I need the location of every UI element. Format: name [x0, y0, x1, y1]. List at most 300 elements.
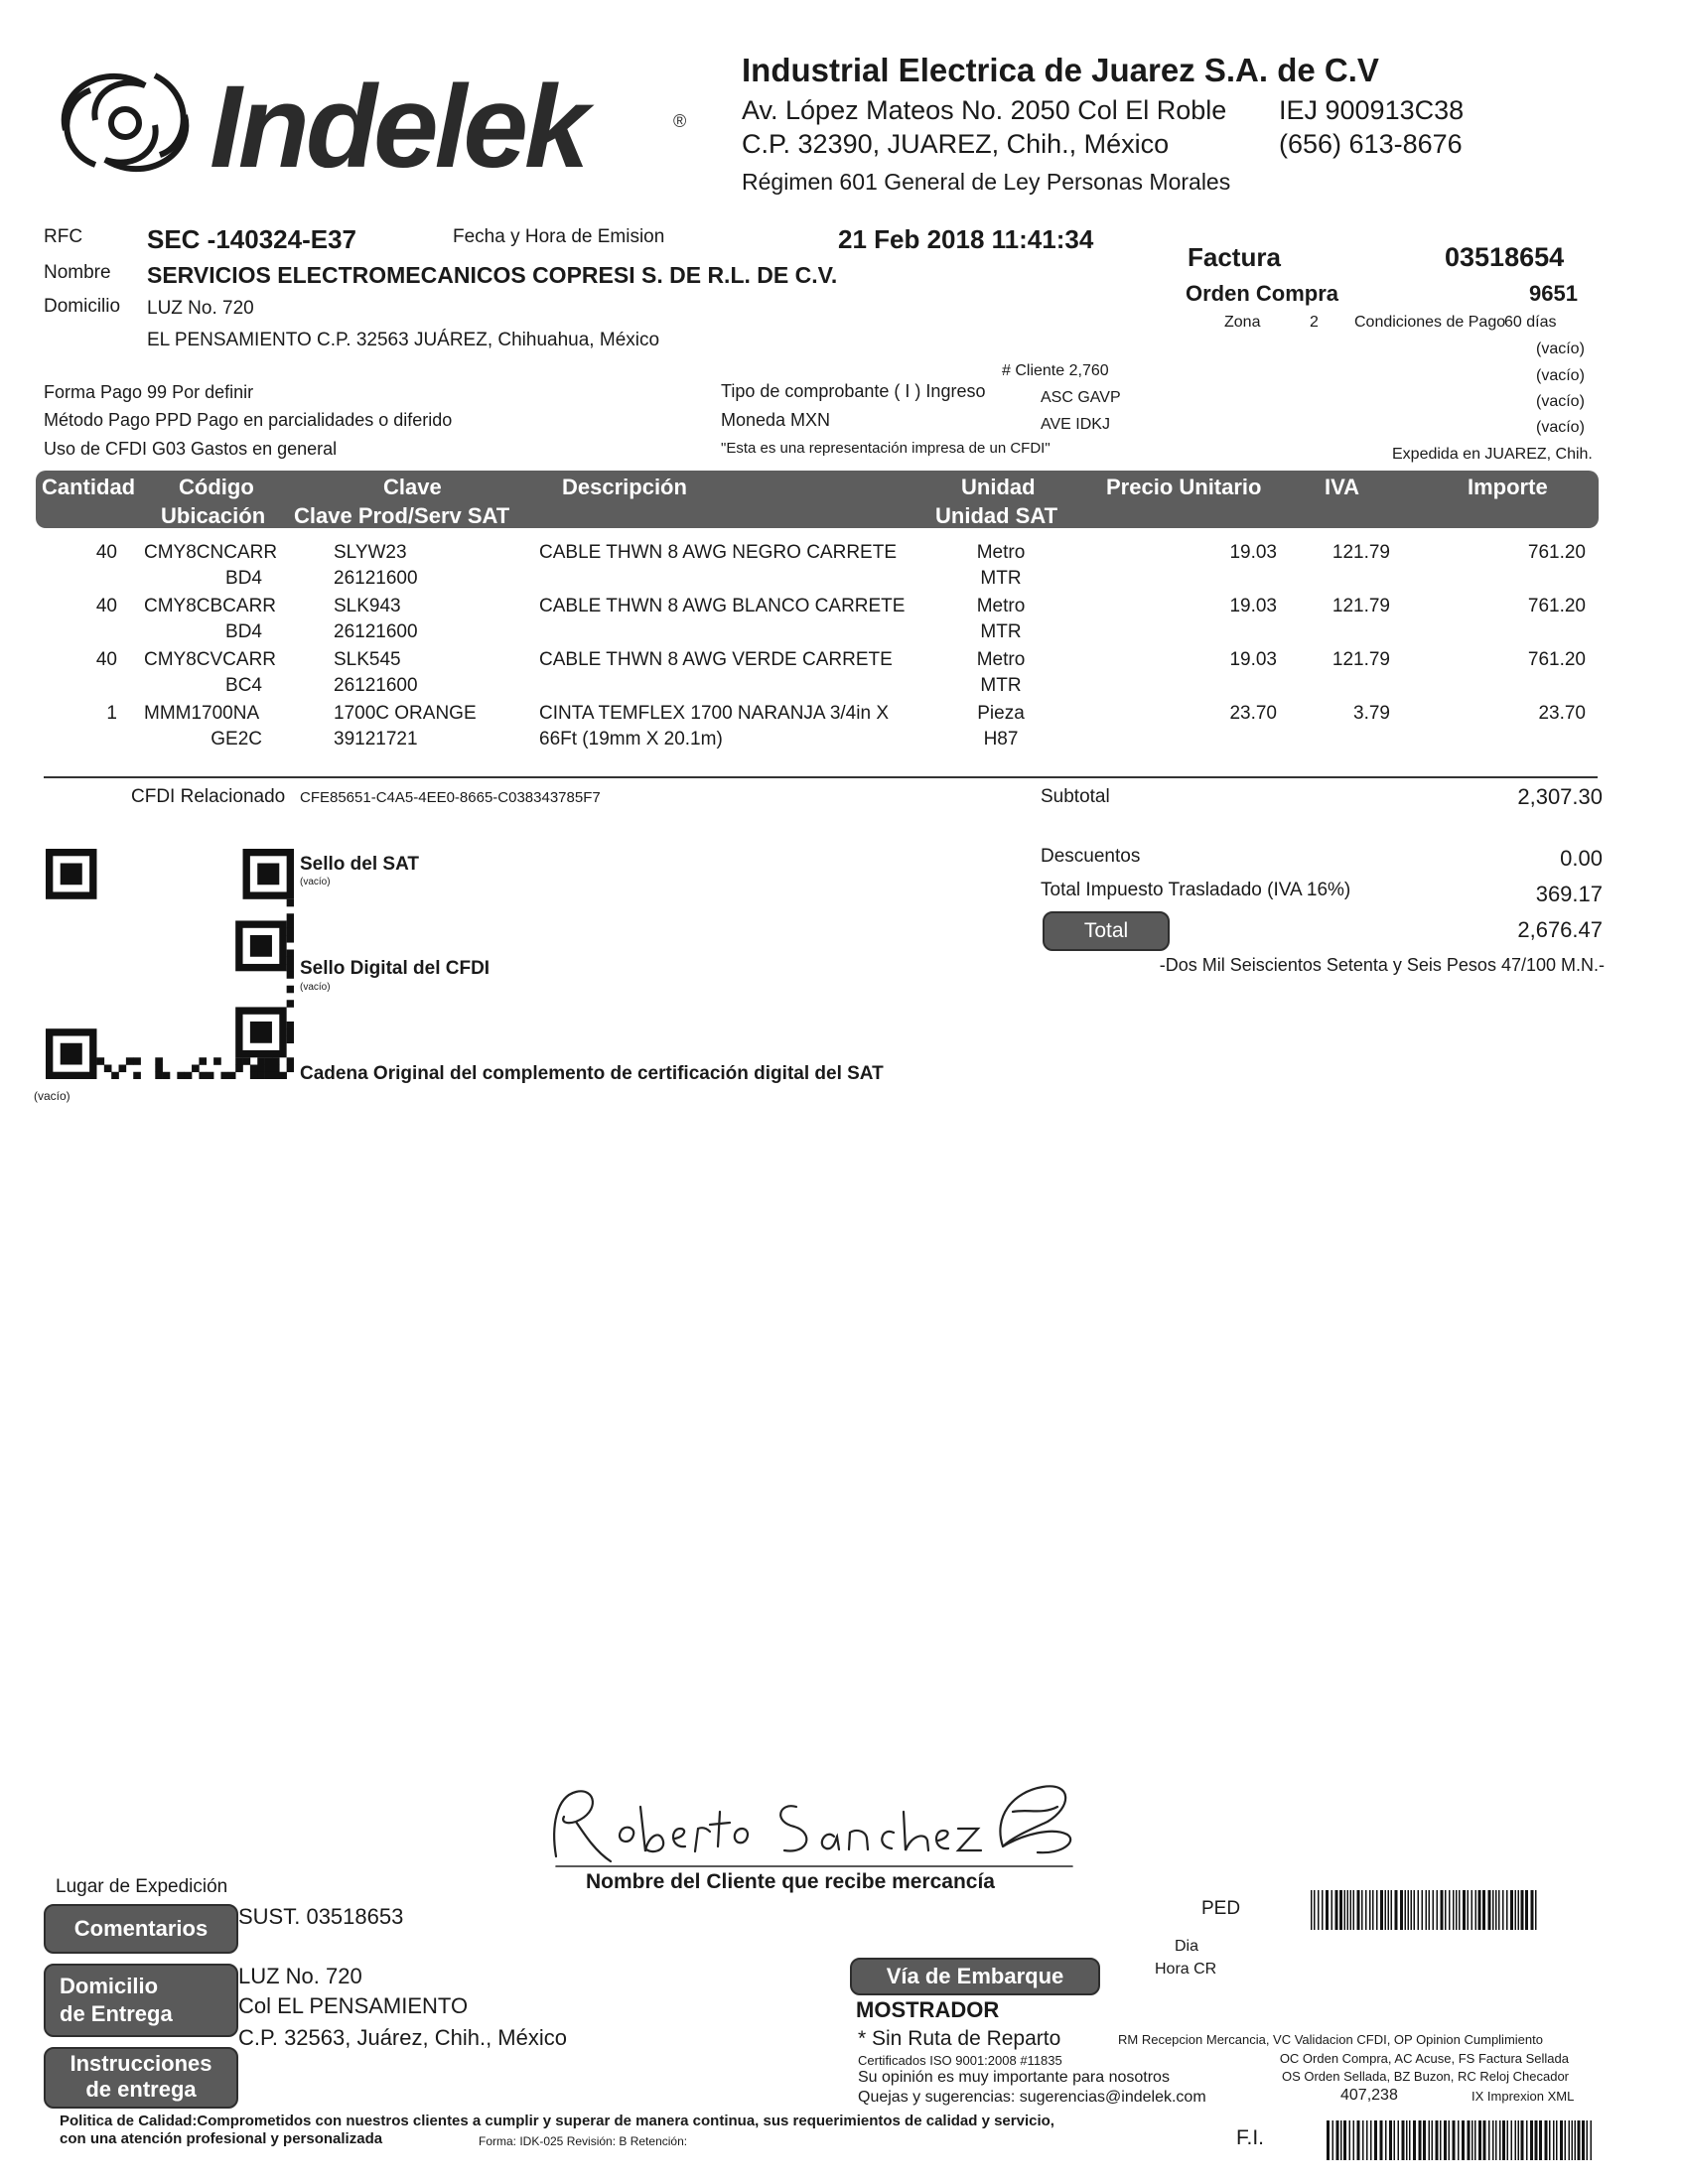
barcode-bar — [1556, 2120, 1558, 2160]
qr-code-graphic — [46, 849, 294, 1079]
barcode-bar — [1339, 1890, 1342, 1930]
qr-module — [272, 1057, 280, 1065]
barcode-bar — [1572, 2120, 1574, 2160]
certificados-iso: Certificados ISO 9001:2008 #11835 — [858, 2053, 1062, 2068]
metodo-pago: Método Pago PPD Pago en parcialidades o diferido — [44, 410, 453, 430]
row-importe: 761.20 — [1527, 542, 1586, 563]
table-row — [0, 542, 1682, 596]
legend-line1: RM Recepcion Mercancia, VC Validacion CFDI, OP Opinion Cumplimiento — [1118, 2032, 1543, 2047]
domicilio-label: Domicilio — [44, 296, 121, 317]
qr-module — [287, 950, 294, 958]
row-unidad-sat: MTR — [980, 621, 1022, 642]
impuesto-label: Total Impuesto Trasladado (IVA 16%) — [1041, 880, 1351, 900]
qr-module — [126, 1057, 134, 1065]
qr-module — [287, 1022, 294, 1029]
barcode-bar — [1458, 2120, 1460, 2160]
forma-pago: Forma Pago 99 Por definir — [44, 382, 254, 402]
fecha-label: Fecha y Hora de Emision — [453, 226, 665, 247]
row-ubicacion: BD4 — [225, 621, 262, 642]
col-importe: Importe — [1468, 475, 1548, 499]
qr-module — [235, 1065, 243, 1073]
comentarios-label: Comentarios — [44, 1904, 238, 1954]
barcode-bar — [1492, 1890, 1494, 1930]
barcode-bar — [1380, 1890, 1383, 1930]
qr-module — [257, 1057, 265, 1065]
customer-signature — [536, 1767, 1092, 1876]
barcode-bar — [1463, 1890, 1466, 1930]
descuentos-label: Descuentos — [1041, 846, 1141, 867]
row-unidad-sat: H87 — [983, 729, 1019, 750]
signature-caption: Nombre del Cliente que recibe mercancía — [586, 1870, 995, 1893]
uso-cfdi: Uso de CFDI G03 Gastos en general — [44, 439, 338, 459]
rfc-label: RFC — [44, 226, 83, 247]
company-logo — [36, 36, 691, 205]
zona-label: Zona — [1224, 314, 1261, 331]
company-regimen: Régimen 601 General de Ley Personas Morales — [742, 169, 1231, 195]
barcode-bar — [1423, 2120, 1426, 2160]
barcode-bar — [1545, 2120, 1548, 2160]
customer-name: SERVICIOS ELECTROMECANICOS COPRESI S. DE R.L. DE C.V. — [147, 262, 838, 288]
representacion-cfdi: "Esta es una representación impresa de un CFDI" — [721, 440, 1051, 457]
domicilio-entrega-label-line1: Domicilio — [60, 1974, 159, 1998]
dia-label: Dia — [1175, 1938, 1199, 1955]
entrega-line3: C.P. 32563, Juárez, Chih., México — [238, 2025, 567, 2050]
barcode-bar — [1374, 2120, 1377, 2160]
barcode-bar — [1370, 2120, 1372, 2160]
barcode-bar — [1521, 1890, 1524, 1930]
ruta-reparto: * Sin Ruta de Reparto — [858, 2027, 1061, 2050]
qr-module — [155, 1072, 163, 1079]
barcode-bar — [1539, 2120, 1542, 2160]
table-divider — [44, 776, 1598, 778]
col-cantidad: Cantidad — [42, 475, 136, 499]
barcode-bar — [1394, 2120, 1396, 2160]
row-precio: 23.70 — [1229, 703, 1277, 724]
barcode-bar — [1456, 1890, 1458, 1930]
barcode-bar — [1482, 1890, 1485, 1930]
barcode-bar — [1418, 1890, 1420, 1930]
row-cantidad: 40 — [95, 649, 117, 670]
barcode-bar — [1400, 1890, 1403, 1930]
barcode-bar — [1365, 1890, 1367, 1930]
politica-calidad-line1: Politica de Calidad:Comprometidos con nuestros clientes a cumplir y superar de manera continua, sus requerimientos de calidad y servicio, — [60, 2113, 1054, 2129]
row-descripcion: CABLE THWN 8 AWG VERDE CARRETE — [539, 649, 893, 670]
barcode-bar — [1322, 1890, 1324, 1930]
barcode-bar — [1453, 2120, 1456, 2160]
qr-module — [287, 1065, 294, 1073]
barcode-bar — [1429, 1890, 1431, 1930]
qr-module — [265, 1057, 273, 1065]
barcode-bar — [1353, 2120, 1355, 2160]
barcode-bar — [1565, 2120, 1567, 2160]
company-name: Industrial Electrica de Juarez S.A. de C.V — [742, 52, 1379, 88]
barcode-top-graphic — [1311, 1890, 1539, 1930]
barcode-bar — [1437, 1890, 1439, 1930]
barcode-bar — [1419, 2120, 1422, 2160]
qr-module — [250, 1072, 258, 1079]
barcode-bar — [1472, 1890, 1473, 1930]
barcode-bar — [1578, 2120, 1581, 2160]
company-rfc: IEJ 900913C38 — [1279, 95, 1465, 125]
col-iva: IVA — [1325, 475, 1360, 499]
row-descripcion: CABLE THWN 8 AWG NEGRO CARRETE — [539, 542, 897, 563]
row-ubicacion: BC4 — [225, 675, 262, 696]
barcode-bar — [1525, 1890, 1528, 1930]
moneda: Moneda MXN — [721, 410, 831, 430]
customer-address-line1: LUZ No. 720 — [147, 298, 254, 319]
barcode-bar — [1343, 2120, 1346, 2160]
cadena-original-value: (vacío) — [34, 1089, 70, 1103]
barcode-bar — [1405, 1890, 1407, 1930]
qr-module — [257, 1065, 265, 1073]
barcode-bar — [1449, 2120, 1451, 2160]
table-row — [0, 703, 1682, 756]
svg-text:®: ® — [673, 111, 687, 131]
barcode-bar — [1350, 1890, 1352, 1930]
qr-module — [192, 1065, 200, 1073]
barcode-bar — [1311, 1890, 1313, 1930]
qr-module — [287, 899, 294, 907]
barcode-bar — [1332, 2120, 1334, 2160]
qr-module — [279, 1072, 287, 1079]
barcode-bar — [1518, 1890, 1520, 1930]
qr-module — [250, 1065, 258, 1073]
barcode-bar — [1569, 2120, 1571, 2160]
barcode-bar — [1408, 1890, 1410, 1930]
qr-finder — [239, 924, 283, 968]
numero-cliente: # Cliente 2,760 — [1002, 362, 1109, 379]
barcode-bar — [1526, 2120, 1528, 2160]
barcode-bar — [1459, 1890, 1461, 1930]
imprexion-xml: IX Imprexion XML — [1472, 2089, 1575, 2104]
row-descripcion: CABLE THWN 8 AWG BLANCO CARRETE — [539, 596, 906, 616]
qr-finder — [50, 1032, 93, 1076]
barcode-bar — [1376, 1890, 1378, 1930]
via-embarque-label: Vía de Embarque — [850, 1958, 1100, 1995]
indelek-logo-mark — [36, 36, 691, 205]
legend-line3: OS Orden Sellada, BZ Buzon, RC Reloj Checador — [1281, 2069, 1569, 2084]
row-clave-sat: 39121721 — [334, 729, 418, 750]
barcode-bar — [1411, 1890, 1413, 1930]
qr-module — [287, 957, 294, 965]
qr-module — [228, 1072, 236, 1079]
company-address-line2: C.P. 32390, JUAREZ, Chih., México — [742, 129, 1170, 159]
col-unidad: Unidad — [961, 475, 1036, 499]
row-descripcion: CINTA TEMFLEX 1700 NARANJA 3/4in X — [539, 703, 889, 724]
qr-module — [213, 1057, 221, 1065]
vacio-4: (vacío) — [1536, 419, 1585, 436]
row-unidad-sat: MTR — [980, 568, 1022, 589]
fecha-emision: 21 Feb 2018 11:41:34 — [838, 224, 1094, 254]
entrega-line1: LUZ No. 720 — [238, 1964, 362, 1988]
vacio-3: (vacío) — [1536, 393, 1585, 410]
sello-sat-label: Sello del SAT — [300, 854, 420, 875]
table-row — [0, 649, 1682, 703]
barcode-bar — [1395, 1890, 1398, 1930]
qr-module — [287, 1036, 294, 1044]
col-codigo: Código — [179, 475, 254, 499]
barcode-bar — [1468, 1890, 1470, 1930]
tipo-comprobante: Tipo de comprobante ( I ) Ingreso — [721, 381, 986, 401]
fi-label: F.I. — [1236, 2126, 1265, 2149]
row-precio: 19.03 — [1229, 649, 1277, 670]
qr-module — [104, 1065, 112, 1073]
asc-code: ASC GAVP — [1041, 389, 1121, 406]
barcode-bar — [1478, 2120, 1481, 2160]
barcode-bar — [1426, 1890, 1428, 1930]
qr-module — [272, 1065, 280, 1073]
barcode-bar — [1398, 2120, 1400, 2160]
barcode-bar — [1483, 2120, 1486, 2160]
orden-compra-number: 9651 — [1529, 281, 1578, 306]
subtotal-label: Subtotal — [1041, 786, 1110, 807]
total-label: Total — [1043, 911, 1170, 951]
qr-module — [220, 1072, 228, 1079]
descuentos-value: 0.00 — [1560, 846, 1603, 871]
qr-module — [133, 1072, 141, 1079]
barcode-bar — [1488, 1890, 1491, 1930]
barcode-bar — [1492, 2120, 1494, 2160]
lugar-expedicion-label: Lugar de Expedición — [56, 1876, 228, 1897]
barcode-bar — [1422, 1890, 1424, 1930]
row-iva: 3.79 — [1353, 703, 1390, 724]
barcode-bar — [1414, 1890, 1416, 1930]
barcode-bar — [1429, 2120, 1431, 2160]
row-codigo: MMM1700NA — [144, 703, 260, 724]
qr-module — [287, 964, 294, 972]
qr-module — [265, 1072, 273, 1079]
instrucciones-entrega-label — [44, 2047, 238, 2109]
sello-digital-value: (vacío) — [300, 982, 331, 993]
qr-module — [155, 1065, 163, 1073]
row-cantidad: 40 — [95, 542, 117, 563]
barcode-bar — [1385, 2120, 1387, 2160]
hora-label: Hora CR — [1155, 1961, 1217, 1978]
barcode-bar — [1515, 2120, 1517, 2160]
qr-module — [96, 1057, 104, 1065]
barcode-bar — [1380, 2120, 1383, 2160]
company-phone: (656) 613-8676 — [1279, 129, 1463, 159]
condiciones-label: Condiciones de Pago — [1354, 314, 1506, 331]
qr-module — [207, 1072, 214, 1079]
qr-module — [287, 1028, 294, 1036]
qr-module — [265, 1065, 273, 1073]
barcode-bar — [1535, 2120, 1538, 2160]
row-clave: SLK943 — [334, 596, 401, 616]
row-unidad: Metro — [976, 649, 1026, 670]
row-cantidad: 40 — [95, 596, 117, 616]
row-clave-sat: 26121600 — [334, 621, 418, 642]
row-ubicacion: BD4 — [225, 568, 262, 589]
comentarios-value: SUST. 03518653 — [238, 1904, 404, 1929]
row-importe: 761.20 — [1527, 596, 1586, 616]
barcode-bar — [1535, 1890, 1537, 1930]
row-codigo: CMY8CBCARR — [144, 596, 277, 616]
opinion-text: Su opinión es muy importante para nosotros — [858, 2069, 1170, 2086]
qr-finder — [239, 1011, 283, 1054]
barcode-bar — [1475, 1890, 1477, 1930]
quejas-text: Quejas y sugerencias: sugerencias@indelek.com — [858, 2089, 1206, 2106]
items-table-header — [36, 471, 1599, 528]
qr-module — [287, 1000, 294, 1008]
barcode-bottom-graphic — [1327, 2120, 1595, 2160]
barcode-bar — [1488, 2120, 1490, 2160]
qr-module — [287, 935, 294, 943]
barcode-bar — [1472, 2120, 1473, 2160]
impuesto-value: 369.17 — [1535, 882, 1603, 906]
barcode-bar — [1499, 2120, 1501, 2160]
barcode-bar — [1413, 2120, 1416, 2160]
domicilio-entrega-label — [44, 1964, 238, 2037]
barcode-bar — [1530, 2120, 1533, 2160]
handwritten-signature — [536, 1767, 1092, 1876]
qr-module — [287, 1057, 294, 1065]
row-clave: 1700C ORANGE — [334, 703, 477, 724]
barcode-bar — [1357, 1890, 1360, 1930]
logo-text: Indelek — [210, 62, 586, 193]
qr-module — [133, 1057, 141, 1065]
barcode-bar — [1531, 1890, 1534, 1930]
col-clave: Clave — [383, 475, 442, 499]
ped-label: PED — [1201, 1898, 1241, 1919]
barcode-bar — [1587, 2120, 1589, 2160]
qr-module — [287, 913, 294, 921]
vacio-2: (vacío) — [1536, 367, 1585, 384]
barcode-bar — [1385, 1890, 1387, 1930]
barcode-bar — [1391, 1890, 1393, 1930]
barcode-bar — [1369, 1890, 1371, 1930]
expedida-en: Expedida en JUAREZ, Chih. — [1392, 446, 1593, 463]
row-iva: 121.79 — [1332, 596, 1390, 616]
qr-module — [287, 921, 294, 929]
row-unidad: Metro — [976, 596, 1026, 616]
barcode-bar — [1353, 1890, 1355, 1930]
via-embarque-value: MOSTRADOR — [856, 1997, 1000, 2022]
barcode-bar — [1560, 2120, 1563, 2160]
col-precio: Precio Unitario — [1106, 475, 1262, 499]
barcode-bar — [1591, 2120, 1593, 2160]
row-clave: SLK545 — [334, 649, 401, 670]
customer-rfc: SEC -140324-E37 — [147, 224, 357, 254]
qr-module — [111, 1072, 119, 1079]
barcode-bar — [1436, 2120, 1439, 2160]
barcode-bar — [1453, 1890, 1455, 1930]
row-importe: 761.20 — [1527, 649, 1586, 670]
barcode-bar — [1445, 1890, 1447, 1930]
barcode-bar — [1521, 2120, 1524, 2160]
folio-number: 407,238 — [1340, 2087, 1398, 2104]
qr-module — [287, 971, 294, 979]
barcode-bar — [1507, 2120, 1509, 2160]
row-iva: 121.79 — [1332, 649, 1390, 670]
qr-module — [177, 1072, 185, 1079]
row-cantidad: 1 — [106, 703, 117, 724]
qr-module — [119, 1065, 127, 1073]
barcode-bar — [1318, 1890, 1320, 1930]
barcode-bar — [1326, 1890, 1329, 1930]
row-descripcion-2: 66Ft (19mm X 20.1m) — [539, 729, 723, 750]
subtotal-value: 2,307.30 — [1517, 784, 1603, 809]
nombre-label: Nombre — [44, 262, 111, 283]
vacio-1: (vacío) — [1536, 341, 1585, 357]
qr-module — [257, 1072, 265, 1079]
factura-label: Factura — [1188, 242, 1281, 272]
qr-module — [155, 1057, 163, 1065]
forma-revision: Forma: IDK-025 Revisión: B Retención: — [479, 2134, 688, 2148]
row-iva: 121.79 — [1332, 542, 1390, 563]
politica-calidad-line2: con una atención profesional y personalizada — [60, 2130, 383, 2147]
barcode-bar — [1449, 1890, 1451, 1930]
condiciones-value: 60 días — [1504, 314, 1557, 331]
customer-address-line2: EL PENSAMIENTO C.P. 32563 JUÁREZ, Chihuahua, México — [147, 330, 660, 350]
barcode-top — [1311, 1890, 1539, 1930]
barcode-bar — [1347, 1890, 1349, 1930]
factura-number: 03518654 — [1445, 242, 1565, 272]
barcode-bar — [1336, 2120, 1339, 2160]
qr-module — [199, 1057, 207, 1065]
col-ubicacion: Ubicación — [161, 503, 266, 528]
company-address-line1: Av. López Mateos No. 2050 Col El Roble — [742, 95, 1227, 125]
barcode-bar — [1474, 2120, 1476, 2160]
cfdi-relacionado-label: CFDI Relacionado — [131, 786, 286, 807]
qr-module — [243, 1057, 251, 1065]
barcode-bar — [1518, 2120, 1520, 2160]
barcode-bar — [1495, 2120, 1497, 2160]
barcode-bar — [1440, 2120, 1442, 2160]
instrucciones-label-line1: Instrucciones — [70, 2051, 212, 2076]
table-row — [0, 596, 1682, 649]
orden-compra-label: Orden Compra — [1186, 281, 1339, 306]
qr-module — [287, 986, 294, 994]
zona-value: 2 — [1310, 314, 1319, 331]
barcode-bar — [1515, 1890, 1517, 1930]
barcode-bar — [1349, 2120, 1351, 2160]
legend-line2: OC Orden Compra, AC Acuse, FS Factura Sellada — [1279, 2051, 1569, 2066]
barcode-bar — [1478, 1890, 1481, 1930]
row-precio: 19.03 — [1229, 596, 1277, 616]
row-clave-sat: 26121600 — [334, 568, 418, 589]
col-clave-sat: Clave Prod/Serv SAT — [294, 503, 510, 528]
sello-sat-value: (vacío) — [300, 877, 331, 887]
barcode-bar — [1462, 2120, 1465, 2160]
sello-digital-label: Sello Digital del CFDI — [300, 958, 491, 979]
row-unidad-sat: MTR — [980, 675, 1022, 696]
barcode-bar — [1549, 2120, 1551, 2160]
total-en-letra: -Dos Mil Seiscientos Setenta y Seis Pesos 47/100 M.N.- — [1159, 955, 1605, 975]
cadena-original-label: Cadena Original del complemento de certificación digital del SAT — [300, 1063, 884, 1084]
barcode-bar — [1344, 1890, 1346, 1930]
barcode-bar — [1335, 1890, 1338, 1930]
barcode-bar — [1498, 1890, 1500, 1930]
barcode-bar — [1357, 2120, 1360, 2160]
barcode-bar — [1502, 1890, 1504, 1930]
barcode-bar — [1495, 1890, 1497, 1930]
barcode-bar — [1332, 1890, 1333, 1930]
barcode-bar — [1388, 1890, 1390, 1930]
qr-module — [199, 1072, 207, 1079]
instrucciones-label-line2: de entrega — [85, 2077, 197, 2102]
row-codigo: CMY8CVCARR — [144, 649, 277, 670]
barcode-bar — [1553, 2120, 1555, 2160]
barcode-bar — [1468, 2120, 1471, 2160]
ave-code: AVE IDKJ — [1041, 416, 1110, 433]
barcode-bar — [1441, 1890, 1444, 1930]
barcode-bar — [1340, 2120, 1342, 2160]
barcode-bottom — [1327, 2120, 1595, 2160]
barcode-bar — [1502, 2120, 1505, 2160]
qr-finder — [246, 853, 290, 896]
entrega-line2: Col EL PENSAMIENTO — [238, 1993, 469, 2018]
